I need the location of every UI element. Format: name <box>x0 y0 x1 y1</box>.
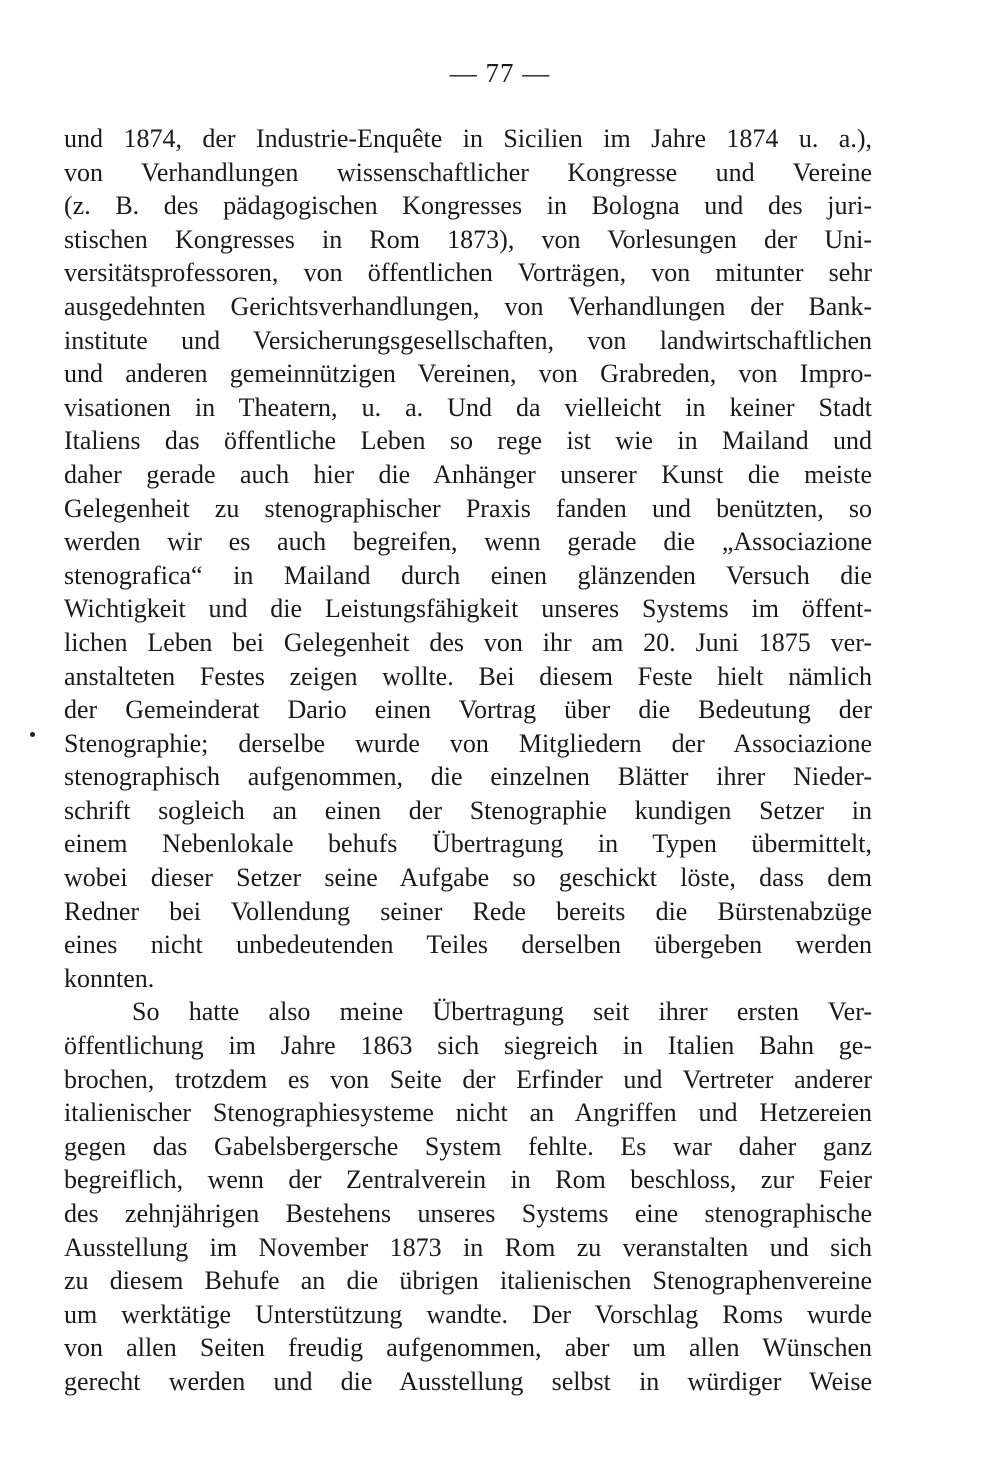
text-line: ausgedehnten Gerichtsverhandlungen, von Verhandlungen der Bank- <box>64 291 872 321</box>
text-line: (z. B. des pädagogischen Kongresses in Bologna und des juri- <box>64 191 872 221</box>
margin-mark <box>30 732 35 737</box>
text-line: daher gerade auch hier die Anhänger unserer Kunst die meiste <box>64 459 872 489</box>
text-line: konnten. <box>64 963 155 993</box>
text-line: von Verhandlungen wissenschaftlicher Kongresse und Vereine <box>64 157 872 187</box>
text-line: der Gemeinderat Dario einen Vortrag über die Bedeutung der <box>64 695 872 725</box>
text-line: gegen das Gabelsbergersche System fehlte. Es war daher ganz <box>64 1131 872 1161</box>
text-line: brochen, trotzdem es von Seite der Erfinder und Vertreter anderer <box>64 1064 872 1094</box>
text-line: um werktätige Unterstützung wandte. Der Vorschlag Roms wurde <box>64 1299 872 1329</box>
text-line: italienischer Stenographiesysteme nicht an Angriffen und Hetzereien <box>64 1098 872 1128</box>
text-line: anstalteten Festes zeigen wollte. Bei diesem Feste hielt nämlich <box>64 661 872 691</box>
text-line: lichen Leben bei Gelegenheit des von ihr am 20. Juni 1875 ver- <box>64 627 872 657</box>
text-line: Gelegenheit zu stenographischer Praxis fanden und benützten, so <box>64 493 872 523</box>
text-line: Redner bei Vollendung seiner Rede bereits die Bürstenabzüge <box>64 896 872 926</box>
text-line: Wichtigkeit und die Leistungsfähigkeit unseres Systems im öffent- <box>64 594 872 624</box>
text-line: stischen Kongresses in Rom 1873), von Vorlesungen der Uni- <box>64 224 872 254</box>
text-line: und 1874, der Industrie-Enquête in Sicilien im Jahre 1874 u. a.), <box>64 124 872 153</box>
text-line: öffentlichung im Jahre 1863 sich siegreich in Italien Bahn ge- <box>64 1031 872 1061</box>
text-line: begreiflich, wenn der Zentralverein in Rom beschloss, zur Feier <box>64 1165 872 1195</box>
text-line: Ausstellung im November 1873 in Rom zu veranstalten und sich <box>64 1232 872 1262</box>
text-line: schrift sogleich an einen der Stenographie kundigen Setzer in <box>64 795 872 825</box>
page-number: — 77 — <box>449 58 551 88</box>
text-line: des zehnjährigen Bestehens unseres Systems eine stenographische <box>64 1199 872 1228</box>
text-line: und anderen gemeinnützigen Vereinen, von Grabreden, von Impro- <box>64 359 872 389</box>
text-line: visationen in Theatern, u. a. Und da vielleicht in keiner Stadt <box>64 392 872 422</box>
text-line: eines nicht unbedeutenden Teiles derselben übergeben werden <box>64 930 872 960</box>
text-line: institute und Versicherungsgesellschaften, von landwirtschaftlichen <box>64 325 872 355</box>
text-line: werden wir es auch begreifen, wenn gerade die „Associazione <box>64 527 872 557</box>
text-line: stenographisch aufgenommen, die einzelnen Blätter ihrer Nieder- <box>64 762 872 792</box>
text-line: Stenographie; derselbe wurde von Mitgliedern der Associazione <box>64 728 872 758</box>
text-line: zu diesem Behufe an die übrigen italienischen Stenographenvereine <box>64 1266 872 1296</box>
text-line: So hatte also meine Übertragung seit ihrer ersten Ver- <box>132 997 872 1027</box>
text-line: von allen Seiten freudig aufgenommen, aber um allen Wünschen <box>64 1333 872 1363</box>
text-line: einem Nebenlokale behufs Übertragung in Typen übermittelt, <box>64 829 872 859</box>
text-line: gerecht werden und die Ausstellung selbst in würdiger Weise <box>64 1366 872 1396</box>
text-line: stenografica“ in Mailand durch einen glänzenden Versuch die <box>64 560 872 590</box>
text-line: Italiens das öffentliche Leben so rege ist wie in Mailand und <box>64 426 872 456</box>
text-line: wobei dieser Setzer seine Aufgabe so geschickt löste, dass dem <box>64 863 872 893</box>
text-line: versitätsprofessoren, von öffentlichen Vorträgen, von mitunter sehr <box>64 258 872 288</box>
body-text <box>64 122 872 1399</box>
